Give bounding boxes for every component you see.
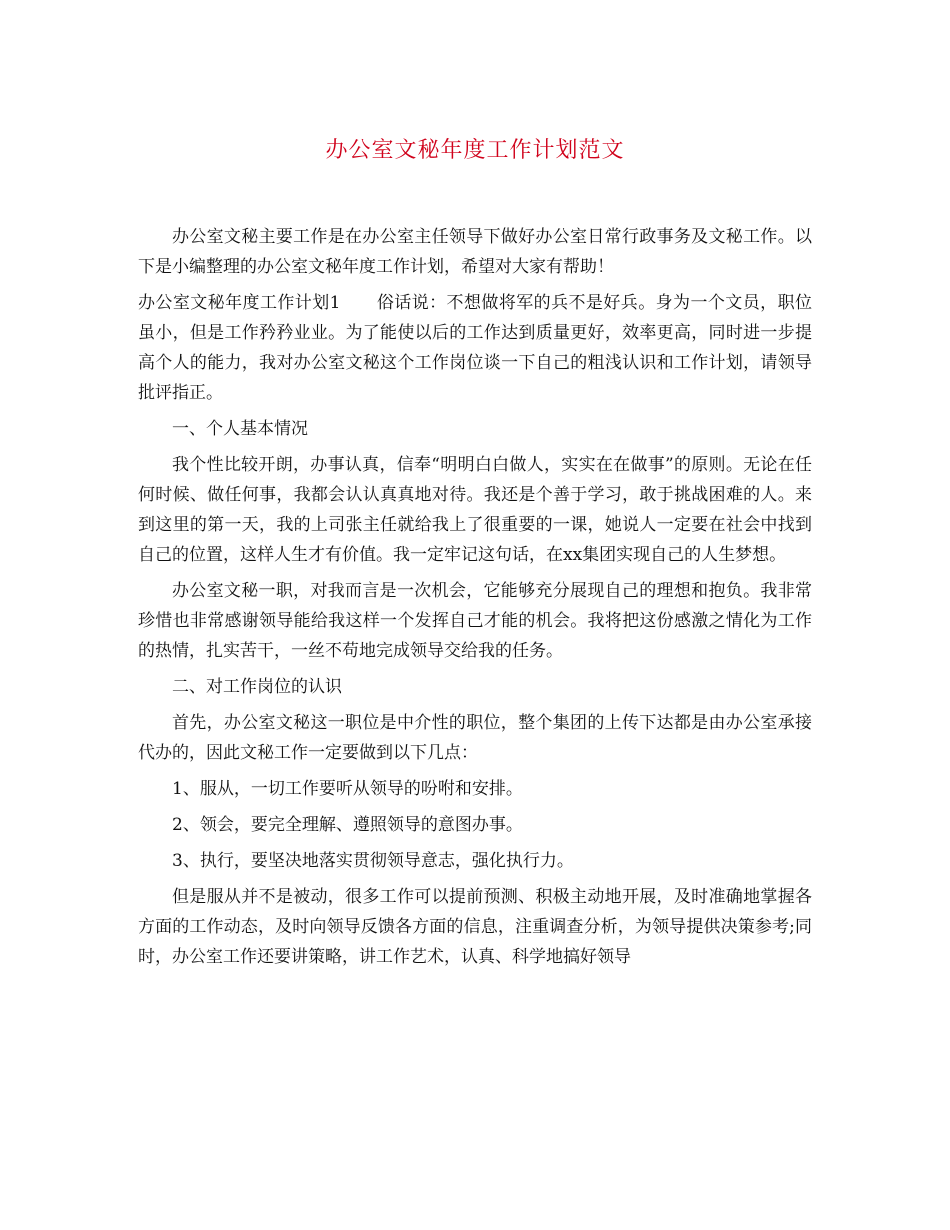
paragraph-personal: 我个性比较开朗，办事认真，信奉“明明白白做人，实实在在做事”的原则。无论在任何时候、做任何事，我都会认认真真地对待。我还是个善于学习，敢于挑战困难的人。来到这里的第一天，我的上司张主任就给我上了很重要的一课，她说人一定要在社会中找到自己的位置，这样人生才有价值。我一定牢记这句话，在xx集团实现自己的人生梦想。 — [138, 455, 812, 565]
list-item: 2、领会，要完全理解、遵照领导的意图办事。 — [172, 815, 523, 835]
paragraph-opportunity: 办公室文秘一职，对我而言是一次机会，它能够充分展现自己的理想和抱负。我非常珍惜也非常感谢领导能给我这样一个发挥自己才能的机会。我将把这份感激之情化为工作的热情，扎实苦干，一丝不苟地完成领导交给我的任务。 — [138, 581, 812, 661]
paragraph-initiative: 但是服从并不是被动，很多工作可以提前预测、积极主动地开展，及时准确地掌握各方面的工作动态，及时向领导反馈各方面的信息，注重调查分析，为领导提供决策参考;同时，办公室工作还要讲策略，讲工作艺术，认真、科学地搞好领导 — [138, 887, 812, 967]
list-item: 3、执行，要坚决地落实贯彻领导意志，强化执行力。 — [172, 851, 574, 871]
plan1-body: 俗话说：不想做将军的兵不是好兵。身为一个文员，职位虽小，但是工作矜矜业业。为了能使以后的工作达到质量更好，效率更高，同时进一步提高个人的能力，我对办公室文秘这个工作岗位谈一下自己的粗浅认识和工作计划，请领导批评指正。 — [138, 293, 812, 403]
list-item: 1、服从，一切工作要听从领导的吩咐和安排。 — [172, 779, 523, 799]
paragraph-role: 首先，办公室文秘这一职位是中介性的职位，整个集团的上传下达都是由办公室承接代办的，因此文秘工作一定要做到以下几点： — [138, 713, 812, 763]
document-title: 办公室文秘年度工作计划范文 — [325, 138, 625, 163]
section-heading-2: 二、对工作岗位的认识 — [172, 677, 342, 697]
plan1-paragraph — [138, 288, 812, 408]
document-body — [138, 222, 812, 972]
intro-paragraph: 办公室文秘主要工作是在办公室主任领导下做好办公室日常行政事务及文秘工作。以下是小编整理的办公室文秘年度工作计划，希望对大家有帮助！ — [138, 227, 812, 277]
section-heading-1: 一、个人基本情况 — [172, 419, 308, 439]
plan1-heading: 办公室文秘年度工作计划1 — [138, 293, 341, 313]
